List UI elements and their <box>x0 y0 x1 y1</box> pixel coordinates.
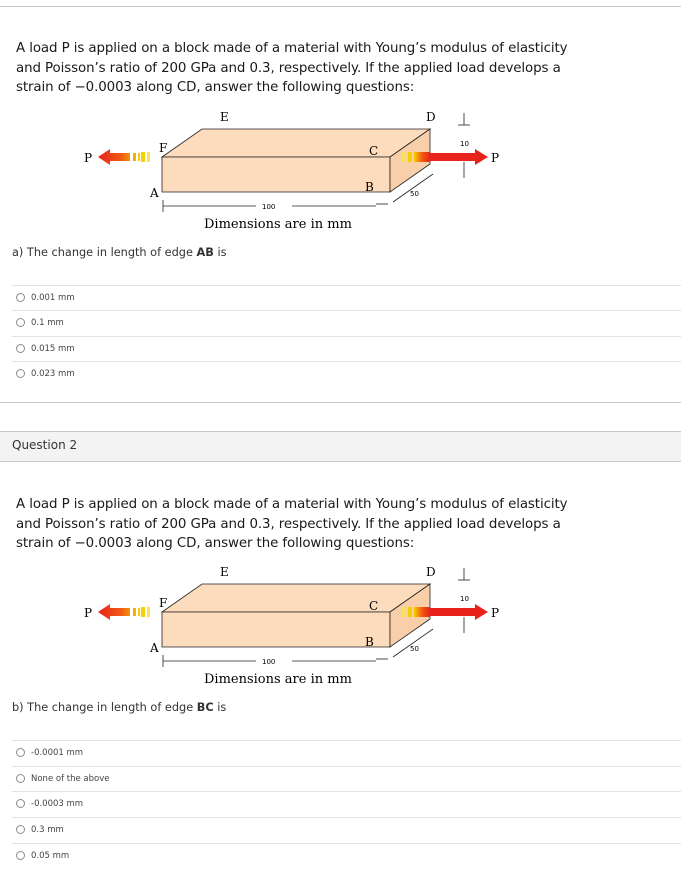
option-label: 0.3 mm <box>31 824 64 835</box>
part-suffix: is <box>213 246 227 259</box>
question-2-header <box>0 431 681 462</box>
radio-button[interactable] <box>16 369 25 378</box>
question-2-part <box>12 701 226 714</box>
label-P-right: P <box>491 606 500 620</box>
question-2-title: Question 2 <box>12 438 78 452</box>
option-label: None of the above <box>31 773 110 784</box>
left-load-arrow <box>98 149 150 165</box>
part-suffix: is <box>213 701 227 714</box>
answer-option[interactable] <box>0 361 681 386</box>
label-A: A <box>150 186 159 200</box>
answer-option[interactable] <box>0 285 681 310</box>
option-label: 0.1 mm <box>31 317 64 328</box>
label-D: D <box>426 565 436 579</box>
option-label: 0.015 mm <box>31 343 75 354</box>
dim-length: 100 <box>262 658 276 666</box>
dim-height: 10 <box>460 140 469 148</box>
answer-option[interactable] <box>0 843 681 868</box>
dim-height: 10 <box>460 595 469 603</box>
radio-button[interactable] <box>16 748 25 757</box>
question-1-figure <box>80 108 520 233</box>
label-B: B <box>365 635 374 649</box>
label-E: E <box>220 565 229 579</box>
answer-option[interactable] <box>0 336 681 361</box>
part-edge: AB <box>196 246 214 259</box>
label-P-left: P <box>84 606 93 620</box>
label-E: E <box>220 110 229 124</box>
radio-button[interactable] <box>16 774 25 783</box>
radio-button[interactable] <box>16 293 25 302</box>
radio-button[interactable] <box>16 318 25 327</box>
option-label: -0.0001 mm <box>31 747 84 758</box>
question-1-part <box>12 246 226 259</box>
question-divider <box>0 402 681 403</box>
left-load-arrow <box>98 604 150 620</box>
label-B: B <box>365 180 374 194</box>
answer-option[interactable] <box>0 817 681 842</box>
part-edge: BC <box>196 701 214 714</box>
answer-option[interactable] <box>0 791 681 816</box>
radio-button[interactable] <box>16 851 25 860</box>
radio-button[interactable] <box>16 344 25 353</box>
dim-width: 50 <box>410 645 419 653</box>
figure-caption: Dimensions are in mm <box>204 217 352 232</box>
stem-line: and Poisson’s ratio of 200 GPa and 0.3, respectively. If the applied load develops a <box>16 516 561 532</box>
answer-option[interactable] <box>0 766 681 791</box>
question-1-stem <box>16 39 576 98</box>
option-label: 0.023 mm <box>31 368 75 379</box>
dim-width: 50 <box>410 190 419 198</box>
radio-button[interactable] <box>16 799 25 808</box>
stem-line: A load P is applied on a block made of a material with Young’s modulus of elasticity <box>16 41 568 56</box>
label-D: D <box>426 110 436 124</box>
radio-button[interactable] <box>16 825 25 834</box>
stem-line: A load P is applied on a block made of a material with Young’s modulus of elasticity <box>16 497 568 512</box>
part-text: a) The change in length of edge <box>12 246 197 259</box>
label-F: F <box>159 596 168 610</box>
label-P-right: P <box>491 151 500 165</box>
question-2-stem <box>16 495 576 554</box>
option-label: 0.05 mm <box>31 850 70 861</box>
figure-caption: Dimensions are in mm <box>204 672 352 687</box>
answer-option[interactable] <box>0 310 681 335</box>
label-C: C <box>369 144 379 158</box>
part-text: b) The change in length of edge <box>12 701 197 714</box>
label-P-left: P <box>84 151 93 165</box>
label-A: A <box>150 641 159 655</box>
stem-line: strain of −0.0003 along CD, answer the following questions: <box>16 80 415 95</box>
option-label: 0.001 mm <box>31 292 75 303</box>
dim-length: 100 <box>262 203 276 211</box>
label-F: F <box>159 141 168 155</box>
block-drawing <box>162 129 430 192</box>
question-2-figure <box>80 563 520 688</box>
answer-option[interactable] <box>0 740 681 765</box>
stem-line: and Poisson’s ratio of 200 GPa and 0.3, respectively. If the applied load develops a <box>16 60 561 76</box>
block-drawing <box>162 584 430 647</box>
option-label: -0.0003 mm <box>31 798 84 809</box>
stem-line: strain of −0.0003 along CD, answer the following questions: <box>16 536 415 551</box>
label-C: C <box>369 599 379 613</box>
top-divider <box>0 6 681 7</box>
